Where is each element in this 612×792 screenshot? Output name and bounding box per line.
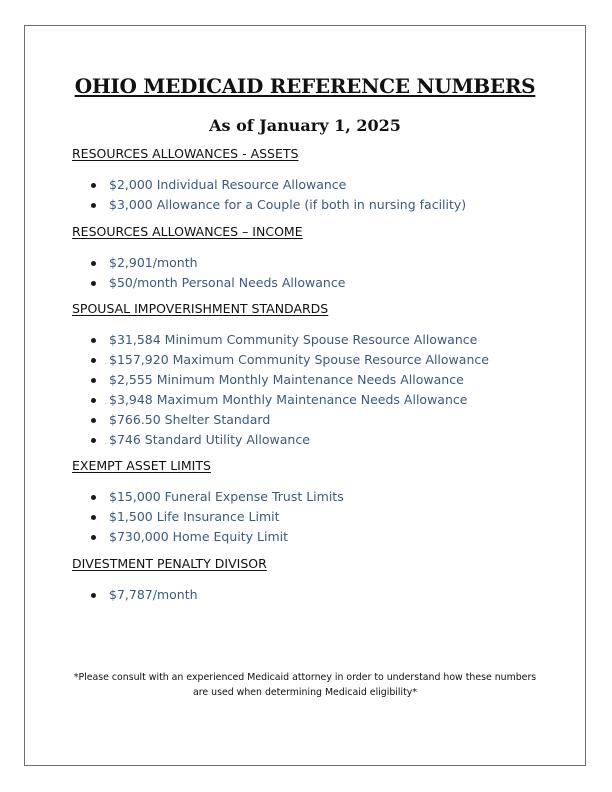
section-heading-resources-assets: RESOURCES ALLOWANCES - ASSETS	[72, 146, 299, 161]
bullet-icon	[91, 183, 96, 188]
list-item-text: $2,901/month	[109, 255, 198, 270]
list-item-text: $7,787/month	[109, 587, 198, 602]
list-item	[72, 410, 489, 430]
page-subtitle: As of January 1, 2025	[209, 116, 401, 135]
disclaimer	[60, 670, 550, 700]
bullet-icon	[91, 593, 96, 598]
list-item	[72, 175, 466, 195]
list-item	[72, 585, 198, 605]
list-item-text: $746 Standard Utility Allowance	[109, 432, 310, 447]
section-heading-resources-income: RESOURCES ALLOWANCES – INCOME	[72, 224, 303, 239]
bullet-icon	[91, 261, 96, 266]
list-item-text: $3,948 Maximum Monthly Maintenance Needs Allowance	[109, 392, 468, 407]
list-item-text: $31,584 Minimum Community Spouse Resource Allowance	[109, 332, 478, 347]
list-divestment-penalty	[72, 585, 198, 605]
list-spousal-impoverishment	[72, 330, 489, 450]
list-item	[72, 370, 489, 390]
list-item-text: $730,000 Home Equity Limit	[109, 529, 288, 544]
bullet-icon	[91, 338, 96, 343]
list-item	[72, 487, 344, 507]
section-heading-exempt-asset-limits: EXEMPT ASSET LIMITS	[72, 458, 211, 473]
list-item	[72, 507, 344, 527]
bullet-icon	[91, 398, 96, 403]
list-item-text: $50/month Personal Needs Allowance	[109, 275, 346, 290]
bullet-icon	[91, 515, 96, 520]
bullet-icon	[91, 378, 96, 383]
list-item-text: $2,000 Individual Resource Allowance	[109, 177, 347, 192]
list-item	[72, 430, 489, 450]
list-item	[72, 253, 345, 273]
list-item	[72, 350, 489, 370]
list-item-text: $15,000 Funeral Expense Trust Limits	[109, 489, 344, 504]
bullet-icon	[91, 495, 96, 500]
bullet-icon	[91, 281, 96, 286]
list-item	[72, 273, 345, 293]
section-heading-divestment-penalty: DIVESTMENT PENALTY DIVISOR	[72, 556, 267, 571]
list-exempt-asset-limits	[72, 487, 344, 547]
section-heading-spousal-impoverishment: SPOUSAL IMPOVERISHMENT STANDARDS	[72, 301, 329, 316]
list-item	[72, 390, 489, 410]
list-item	[72, 527, 344, 547]
bullet-icon	[91, 418, 96, 423]
list-item-text: $157,920 Maximum Community Spouse Resource Allowance	[109, 352, 489, 367]
bullet-icon	[91, 438, 96, 443]
list-item-text: $3,000 Allowance for a Couple (if both in nursing facility)	[109, 197, 467, 212]
list-item	[72, 195, 466, 215]
page-title: OHIO MEDICAID REFERENCE NUMBERS	[74, 74, 536, 98]
list-resources-assets	[72, 175, 466, 215]
list-item-text: $766.50 Shelter Standard	[109, 412, 271, 427]
disclaimer-line-1: *Please consult with an experienced Medicaid attorney in order to understand how these numbers	[73, 672, 537, 683]
list-item-text: $2,555 Minimum Monthly Maintenance Needs Allowance	[109, 372, 464, 387]
disclaimer-line-2: are used when determining Medicaid eligibility*	[192, 687, 418, 698]
list-item-text: $1,500 Life Insurance Limit	[109, 509, 280, 524]
list-item	[72, 330, 489, 350]
bullet-icon	[91, 358, 96, 363]
bullet-icon	[91, 535, 96, 540]
bullet-icon	[91, 203, 96, 208]
list-resources-income	[72, 253, 345, 293]
